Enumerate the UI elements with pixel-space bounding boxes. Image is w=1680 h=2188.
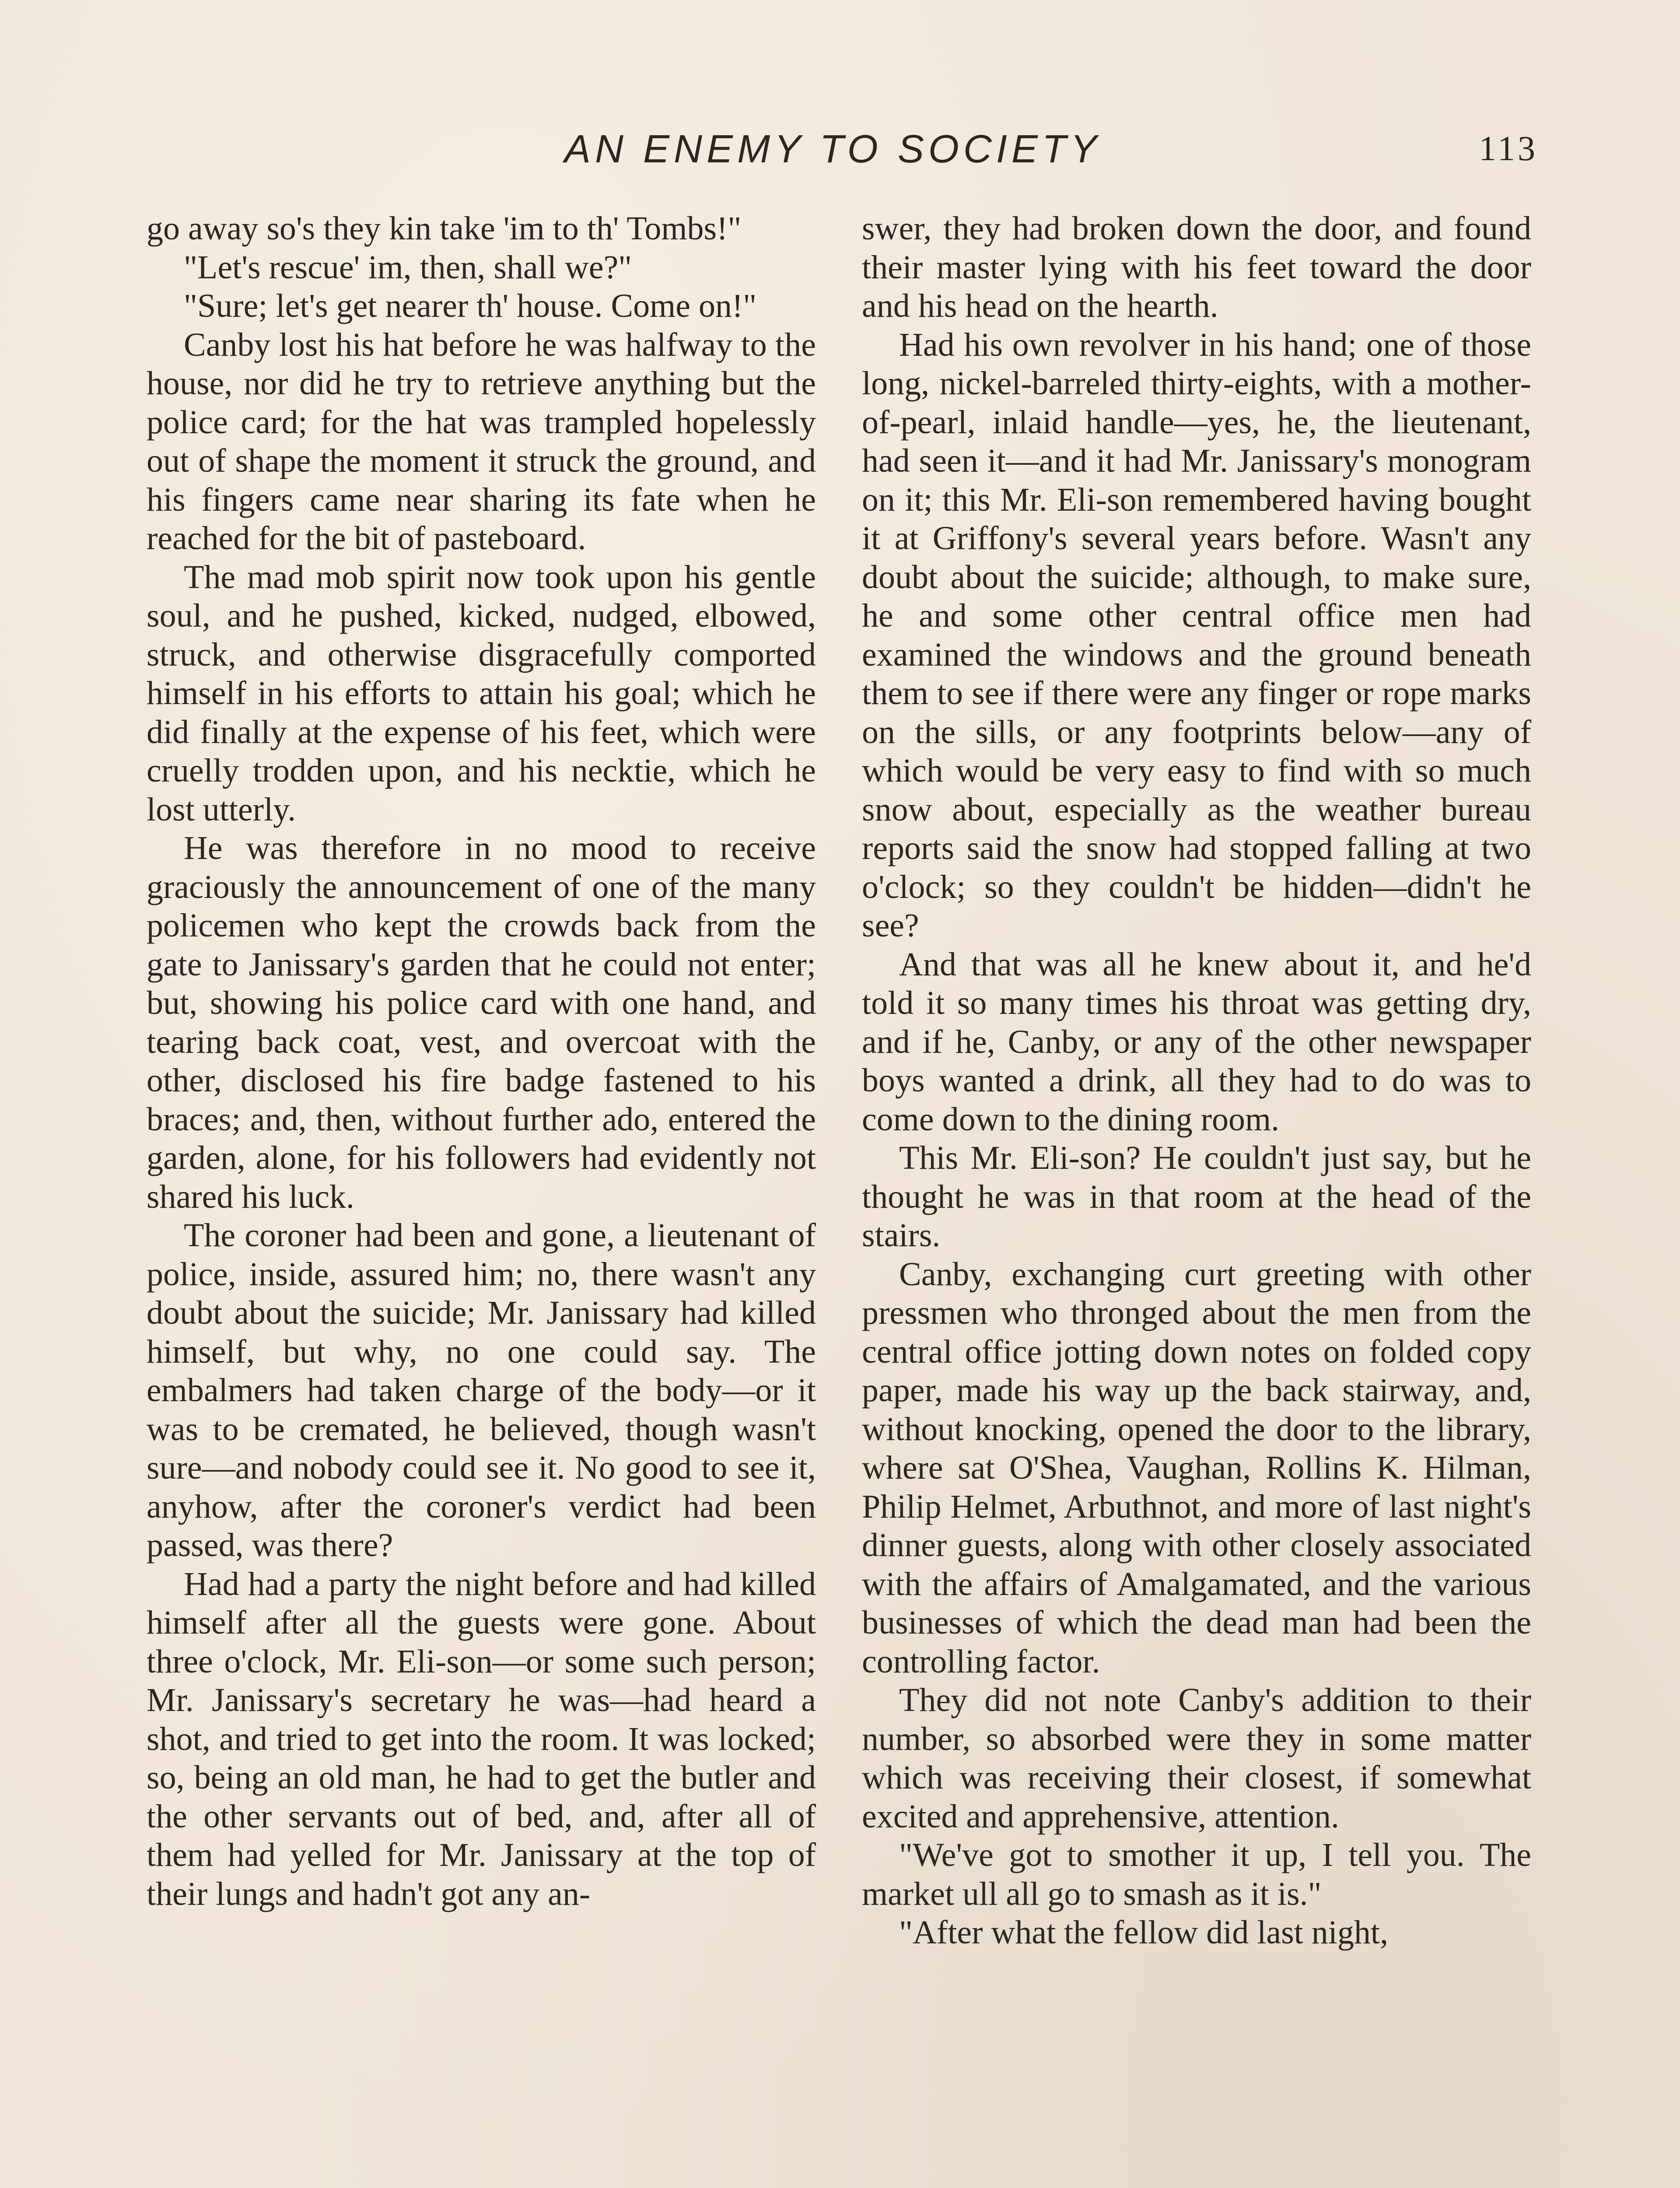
- paragraph: Canby lost his hat before he was halfway to the house, nor did he try to retrieve anything but the police card; for the hat was trampled hopelessly out of shape the moment it struck the ground, and his fingers came near sharing its fate when he reached for the bit of pasteboard.: [147, 326, 816, 557]
- paragraph: "We've got to smother it up, I tell you. The market ull all go to smash as it is.": [862, 1837, 1531, 1912]
- paragraph: Had had a party the night before and had killed himself after all the guests were gone. About three o'clock, Mr. Eli-son—or some such person; Mr. Janissary's secretary he was—had heard a shot, and tried to get into the room. It was locked; so, being an old man, he had to get the butler and the other servants out of bed, and, after all of them had yelled for Mr. Janissary at the top of their lungs and hadn't got any an-: [147, 1565, 816, 1912]
- paragraph: swer, they had broken down the door, and found their master lying with his feet toward the door and his head on the hearth.: [862, 210, 1531, 324]
- paragraph: They did not note Canby's addition to their number, so absorbed were they in some matter which was receiving their closest, if somewhat excited and apprehensive, attention.: [862, 1682, 1531, 1835]
- paragraph: He was therefore in no mood to receive graciously the announcement of one of the many policemen who kept the crowds back from the gate to Janissary's garden that he could not enter; but, showing his police card with one hand, and tearing back coat, vest, and overcoat with the other, disclosed his fire badge fastened to his braces; and, then, without further ado, entered the garden, alone, for his followers had evidently not shared his luck.: [147, 830, 816, 1215]
- paragraph: And that was all he knew about it, and he'd told it so many times his throat was getting dry, and if he, Canby, or any of the other newspaper boys wanted a drink, all they had to do was to come down to the dining room.: [862, 946, 1531, 1138]
- paragraph: The coroner had been and gone, a lieutenant of police, inside, assured him; no, there wasn't any doubt about the suicide; Mr. Janissary had killed himself, but why, no one could say. The embalmers had taken charge of the body—or it was to be cremated, he believed, though wasn't sure—and nobody could see it. No good to see it, anyhow, after the coroner's verdict had been passed, was there?: [147, 1217, 816, 1564]
- paragraph: "Sure; let's get nearer th' house. Come on!": [184, 288, 757, 324]
- page-number: 113: [1479, 130, 1538, 168]
- paragraph: Canby, exchanging curt greeting with other pressmen who thronged about the men from the central office jotting down notes on folded copy paper, made his way up the back stairway, and, without knocking, opened the door to the library, where sat O'Shea, Vaughan, Rollins K. Hilman, Philip Helmet, Arbuthnot, and more of last night's dinner guests, along with other closely associated with the affairs of Amalgamated, and the various businesses of which the dead man had been the controlling factor.: [862, 1255, 1531, 1680]
- paragraph: "After what the fellow did last night,: [899, 1914, 1388, 1951]
- left-column: [147, 209, 816, 1913]
- right-column: [862, 209, 1531, 1952]
- paragraph: Had his own revolver in his hand; one of those long, nickel-barreled thirty-eights, with a mother-of-pearl, inlaid handle—yes, he, the lieutenant, had seen it—and it had Mr. Janissary's monogram on it; this Mr. Eli-son remembered having bought it at Griffony's several years before. Wasn't any doubt about the suicide; although, to make sure, he and some other central office men had examined the windows and the ground beneath them to see if there were any finger or rope marks on the sills, or any footprints below—any of which would be very easy to find with so much snow about, especially as the weather bureau reports said the snow had stopped falling at two o'clock; so they couldn't be hidden—didn't he see?: [862, 326, 1531, 944]
- paragraph: The mad mob spirit now took upon his gentle soul, and he pushed, kicked, nudged, elbowed, struck, and otherwise disgracefully comported himself in his efforts to attain his goal; which he did finally at the expense of his feet, which were cruelly trodden upon, and his necktie, which he lost utterly.: [147, 558, 816, 828]
- paragraph: go away so's they kin take 'im to th' Tombs!": [147, 210, 742, 247]
- running-head: AN ENEMY TO SOCIETY: [564, 127, 1101, 171]
- paragraph: "Let's rescue' im, then, shall we?": [184, 249, 632, 286]
- paragraph: This Mr. Eli-son? He couldn't just say, but he thought he was in that room at the head of the stairs.: [862, 1140, 1531, 1254]
